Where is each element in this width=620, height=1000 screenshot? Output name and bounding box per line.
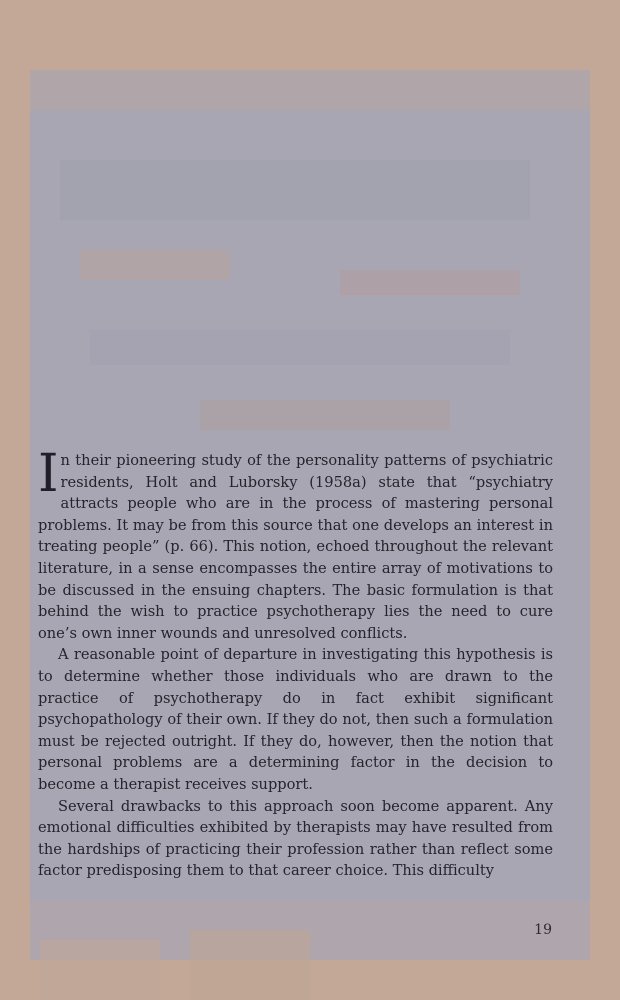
page-number: 19 xyxy=(534,922,552,938)
plate-texture xyxy=(200,400,450,430)
paragraph: A reasonable point of departure in investigating this hypothesis is to determine whether those individuals who are drawn to the practice of psychotherapy do in fact exhibit significant psychopathology of their own. If they do not, then such a formulation must be rejected outright. If they do, however, then the notion that personal problems are a determining factor in the decision to become a therapist receives support. xyxy=(38,646,553,793)
paragraph xyxy=(38,444,553,644)
plate-texture xyxy=(90,330,510,365)
drop-cap: I xyxy=(38,444,59,504)
body-text xyxy=(38,444,553,882)
plate-texture xyxy=(340,270,520,295)
plate-texture xyxy=(80,250,230,280)
plate-texture xyxy=(30,70,590,110)
plate-texture xyxy=(40,940,160,1000)
plate-texture xyxy=(190,930,310,1000)
paragraph: Several drawbacks to this approach soon become apparent. Any emotional difficulties exhibited by therapists may have resulted from the hardships of practicing their profession rather than reflect some factor predisposing them to that career choice. This difficulty xyxy=(38,797,553,880)
paragraph-text: n their pioneering study of the personality patterns of psychiatric residents, Holt and Luborsky (1958a) state that “psychiatry attracts people who are in the process of mastering personal problems. It may be from this source that one develops an interest in treating people” (p. 66). This notion, echoed throughout the relevant literature, in a sense encompasses the entire array of motivations to be discussed in the ensuing chapters. The basic formulation is that behind the wish to practice psychotherapy lies the need to cure one’s own inner wounds and unresolved conflicts. xyxy=(38,452,553,642)
plate-texture xyxy=(60,160,530,220)
